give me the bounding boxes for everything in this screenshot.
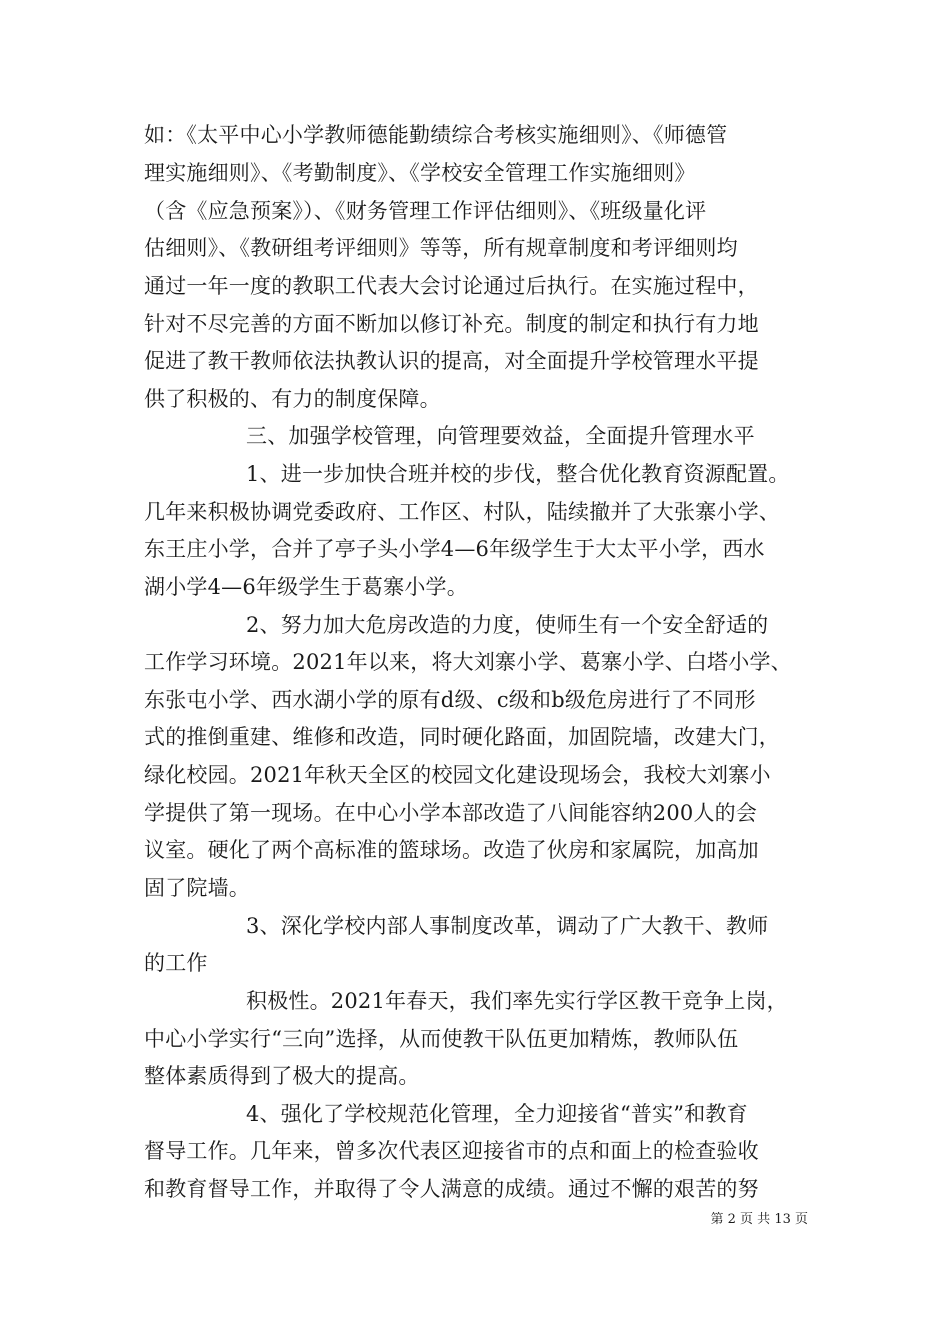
section-heading: 三、加强学校管理，向管理要效益，全面提升管理水平	[246, 424, 755, 448]
text-line: 1、进一步加快合班并校的步伐，整合优化教育资源配置。	[246, 462, 790, 486]
text-line: 积极性。2021年春天，我们率先实行学区教干竞争上岗，	[246, 989, 788, 1013]
text-line: （含《应急预案》）、《财务管理工作评估细则》、《班级量化评	[144, 199, 707, 223]
text-line: 学提供了第一现场。在中心小学本部改造了八间能容纳200人的会	[144, 801, 758, 825]
text-line: 3、深化学校内部人事制度改革，调动了广大教干、教师	[246, 914, 769, 938]
text-line: 几年来积极协调党委政府、工作区、村队，陆续撤并了大张寨小学、	[144, 500, 780, 524]
text-line: 湖小学4—6年级学生于葛寨小学。	[144, 575, 468, 599]
text-line: 中心小学实行“三向”选择，从而使教干队伍更加精炼，教师队伍	[144, 1027, 739, 1051]
text-line: 工作学习环境。2021年以来，将大刘寨小学、葛寨小学、白塔小学、	[144, 650, 792, 674]
text-line: 估细则》、《教研组考评细则》等等，所有规章制度和考评细则均	[144, 236, 738, 260]
text-line: 和教育督导工作，并取得了令人满意的成绩。通过不懈的艰苦的努	[144, 1177, 759, 1201]
text-line: 整体素质得到了极大的提高。	[144, 1064, 420, 1088]
text-line: 通过一年一度的教职工代表大会讨论通过后执行。在实施过程中，	[144, 274, 759, 298]
text-line: 东张屯小学、西水湖小学的原有d级、c级和b级危房进行了不同形	[144, 688, 756, 712]
text-line: 如：《太平中心小学教师德能勤绩综合考核实施细则》、《师德管	[144, 123, 728, 147]
text-line: 督导工作。几年来，曾多次代表区迎接省市的点和面上的检查验收	[144, 1139, 759, 1163]
page-number: 第 2 页 共 13 页	[710, 1212, 808, 1227]
text-line: 供了积极的、有力的制度保障。	[144, 387, 441, 411]
text-line: 的工作	[144, 951, 208, 975]
text-line: 绿化校园。2021年秋天全区的校园文化建设现场会，我校大刘寨小	[144, 763, 771, 787]
text-line: 固了院墙。	[144, 876, 250, 900]
text-line: 2、努力加大危房改造的力度，使师生有一个安全舒适的	[246, 613, 769, 637]
text-line: 理实施细则》、《考勤制度》、《学校安全管理工作实施细则》	[144, 161, 696, 185]
text-line: 4、强化了学校规范化管理，全力迎接省“普实”和教育	[246, 1102, 748, 1126]
text-line: 议室。硬化了两个高标准的篮球场。改造了伙房和家属院，加高加	[144, 838, 759, 862]
text-line: 式的推倒重建、维修和改造，同时硬化路面，加固院墙，改建大门，	[144, 725, 780, 749]
text-line: 促进了教干教师依法执教认识的提高，对全面提升学校管理水平提	[144, 349, 759, 373]
text-line: 东王庄小学，合并了亭子头小学4—6年级学生于大太平小学，西水	[144, 537, 765, 561]
text-line: 针对不尽完善的方面不断加以修订补充。制度的制定和执行有力地	[144, 312, 759, 336]
